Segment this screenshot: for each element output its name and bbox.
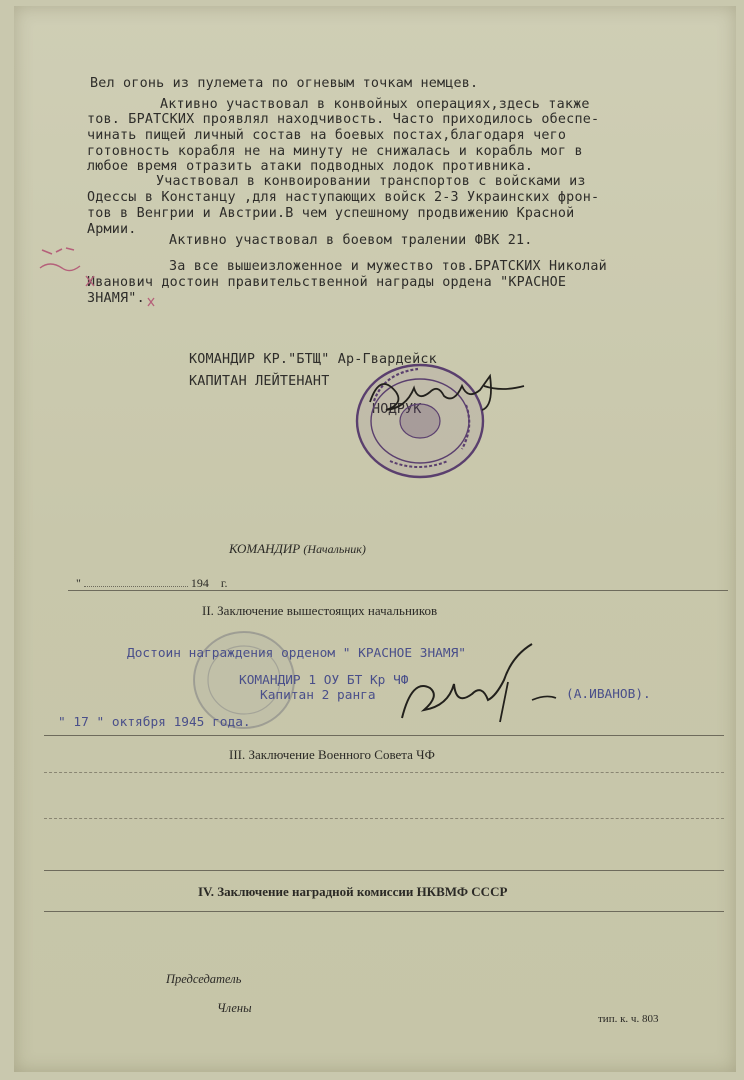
commander-label: КОМАНДИР xyxy=(229,541,301,556)
date-year: 194 xyxy=(190,576,209,590)
signature-title-2: КАПИТАН ЛЕЙТЕНАНТ xyxy=(189,374,330,389)
divider xyxy=(44,870,724,871)
body-line: Армии. xyxy=(87,222,137,237)
body-line: Участвовал в конвоировании транспортов с войсками из xyxy=(156,174,586,189)
body-line: готовность корабля не на минуту не снижалась и корабль мог в xyxy=(87,144,583,159)
stamp-line-3: Капитан 2 ранга xyxy=(260,688,376,703)
body-line: Иванович достоин правительственной награды ордена "КРАСНОЕ xyxy=(87,275,567,290)
body-line: чинать пищей личный состав на боевых постах,благодаря чего xyxy=(87,128,567,143)
print-code: тип. к. ч. 803 xyxy=(598,1013,659,1025)
divider xyxy=(44,818,724,819)
date-field xyxy=(76,576,227,591)
divider xyxy=(44,911,724,912)
divider xyxy=(44,772,724,773)
red-pencil-marks xyxy=(36,242,166,312)
members-label: Члены xyxy=(217,1001,252,1015)
chairman-label: Председатель xyxy=(166,972,242,986)
stamp-line-4: (А.ИВАНОВ). xyxy=(566,687,651,702)
date-quote: " xyxy=(76,576,81,590)
stamp-date: " 17 " октября 1945 года. xyxy=(58,715,251,730)
divider xyxy=(68,590,728,591)
body-line: Активно участвовал в боевом тралении ФВК 21. xyxy=(169,233,533,248)
commander-field xyxy=(229,541,366,557)
stamp-line-2: КОМАНДИР 1 ОУ БТ Кр ЧФ xyxy=(239,673,409,688)
body-line: За все вышеизложенное и мужество тов.БРАТСКИХ Николай xyxy=(169,259,607,274)
body-line: любое время отразить атаки подводных лодок противника. xyxy=(87,159,534,174)
handwritten-signature-1 xyxy=(364,366,534,426)
handwritten-signature-2 xyxy=(394,642,564,732)
body-line: тов. БРАТСКИХ проявлял находчивость. Часто приходилось обеспе- xyxy=(87,112,600,127)
body-line: Одессы в Констанцу ,для наступающих войск 2-3 Украинских фрон- xyxy=(87,190,600,205)
body-line: ЗНАМЯ". xyxy=(87,291,145,306)
section-2-heading: II. Заключение вышестоящих начальников xyxy=(202,603,438,618)
body-line: тов в Венгрии и Австрии.В чем успешному продвижению Красной xyxy=(87,206,575,221)
paper-sheet xyxy=(14,6,736,1072)
body-line: Активно участвовал в конвойных операциях,здесь также xyxy=(160,97,590,112)
stamp-line-1: Достоин награждения орденом " КРАСНОЕ ЗНАМЯ" xyxy=(127,646,466,661)
body-line: Вел огонь из пулемета по огневым точкам немцев. xyxy=(90,76,479,91)
signature-title-1: КОМАНДИР КР."БТЩ" Ар-Гвардейск xyxy=(189,352,437,367)
commander-sub: (Начальник) xyxy=(303,542,366,556)
date-year-suffix: г. xyxy=(220,576,228,590)
section-3-heading: III. Заключение Военного Совета ЧФ xyxy=(229,747,435,762)
divider xyxy=(44,735,724,736)
section-4-heading: IV. Заключение наградной комиссии НКВМФ СССР xyxy=(198,884,508,899)
